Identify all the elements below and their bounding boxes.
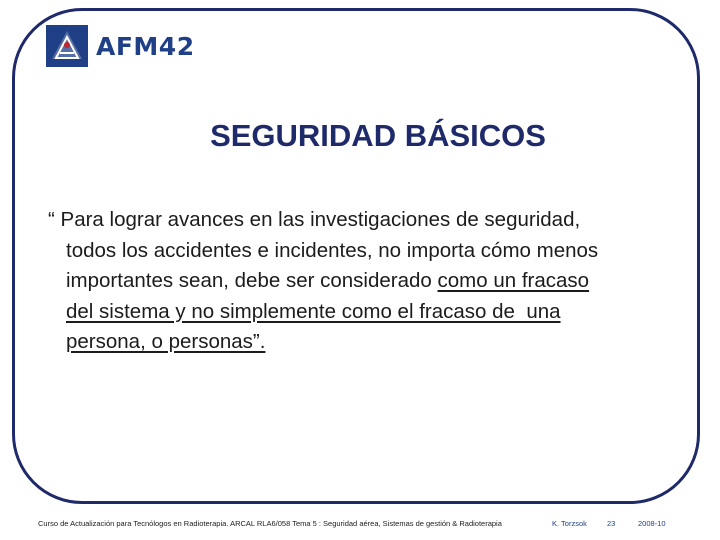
- logo-text: AFM42: [96, 31, 195, 61]
- quote-line: [48, 236, 688, 267]
- afm42-logo: [46, 22, 226, 70]
- footer-page-number: 23: [607, 519, 616, 528]
- quote-line: [48, 266, 688, 297]
- footer-author: K. Torzsok: [552, 519, 587, 528]
- quote-text-segment: todos los accidentes e incidentes, no importa cómo menos: [66, 238, 599, 262]
- quote-line: “ Para lograr avances en las investigaciones de seguridad,: [48, 208, 581, 231]
- quote-line: [48, 327, 688, 358]
- footer-date: 2008-10: [638, 519, 666, 528]
- underlined-phrase: del sistema y no simplemente como el fracaso de una: [66, 299, 561, 323]
- underlined-phrase: persona, o personas”.: [66, 330, 266, 353]
- footer-course: Curso de Actualización para Tecnólogos en Radioterapia. ARCAL RLA6/058 Tema 5 : Seguridad aérea, Sistemas de gestión & Radioterapia: [38, 519, 502, 528]
- slide-footer: [0, 519, 720, 533]
- afm42-logo-icon: [46, 25, 88, 67]
- quote-line: [48, 297, 688, 328]
- slide-title: SEGURIDAD BÁSICOS: [210, 118, 546, 153]
- quote-text: [48, 205, 688, 358]
- underlined-phrase: como un fracaso: [437, 269, 590, 292]
- quote-text-segment: importantes sean, debe ser considerado: [66, 269, 438, 292]
